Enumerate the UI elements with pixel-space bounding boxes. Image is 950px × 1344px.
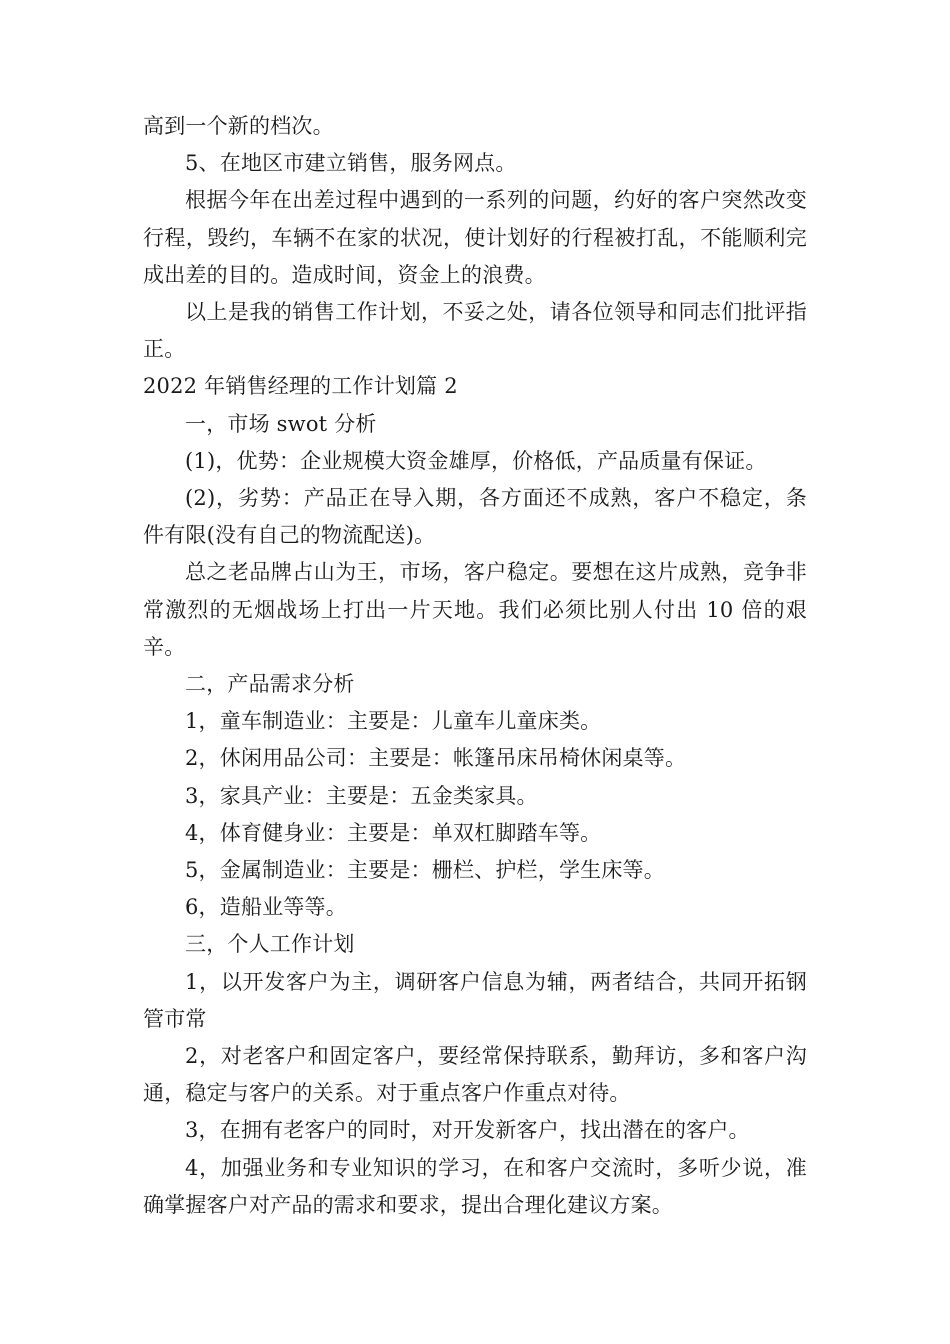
- document-body: [143, 108, 807, 1224]
- list-item: (1)，优势：企业规模大资金雄厚，价格低，产品质量有保证。: [185, 448, 767, 473]
- list-item: 2，休闲用品公司：主要是：帐篷吊床吊椅休闲桌等。: [185, 746, 687, 771]
- section-heading: 三，个人工作计划: [185, 932, 355, 957]
- list-item: 2，对老客户和固定客户，要经常保持联系，勤拜访，多和客户沟通，稳定与客户的关系。对于重点客户作重点对待。: [143, 1044, 807, 1106]
- paragraph: 高到一个新的档次。: [143, 114, 334, 138]
- list-item: 1，以开发客户为主，调研客户信息为辅，两者结合，共同开拓钢管市常: [143, 969, 807, 1031]
- paragraph: 总之老品牌占山为王，市场，客户稳定。要想在这片成熟，竞争非常激烈的无烟战场上打出一片天地。我们必须比别人付出 10 倍的艰辛。: [143, 560, 807, 659]
- list-item: 3，在拥有老客户的同时，对开发新客户，找出潜在的客户。: [185, 1118, 750, 1143]
- section-title: 2022 年销售经理的工作计划篇 2: [143, 374, 458, 399]
- list-item: 4，加强业务和专业知识的学习，在和客户交流时，多听少说，准确掌握客户对产品的需求和要求，提出合理化建议方案。: [143, 1155, 807, 1217]
- paragraph: 以上是我的销售工作计划，不妥之处，请各位领导和同志们批评指正。: [143, 300, 807, 362]
- paragraph: 5、在地区市建立销售，服务网点。: [185, 151, 517, 176]
- list-item: 3，家具产业：主要是：五金类家具。: [185, 783, 538, 808]
- list-item: (2)，劣势：产品正在导入期，各方面还不成熟，客户不稳定，条件有限(没有自己的物流配送)。: [143, 486, 807, 548]
- list-item: 5，金属制造业：主要是：栅栏、护栏，学生床等。: [185, 858, 665, 883]
- list-item: 1，童车制造业：主要是：儿童车儿童床类。: [185, 709, 602, 734]
- section-heading: 二，产品需求分析: [185, 672, 355, 697]
- section-heading: 一，市场 swot 分析: [185, 411, 377, 436]
- list-item: 6，造船业等等。: [185, 895, 347, 920]
- paragraph: 根据今年在出差过程中遇到的一系列的问题，约好的客户突然改变行程，毁约，车辆不在家的状况，使计划好的行程被打乱，不能顺利完成出差的目的。造成时间，资金上的浪费。: [143, 188, 807, 287]
- list-item: 4，体育健身业：主要是：单双杠脚踏车等。: [185, 820, 602, 845]
